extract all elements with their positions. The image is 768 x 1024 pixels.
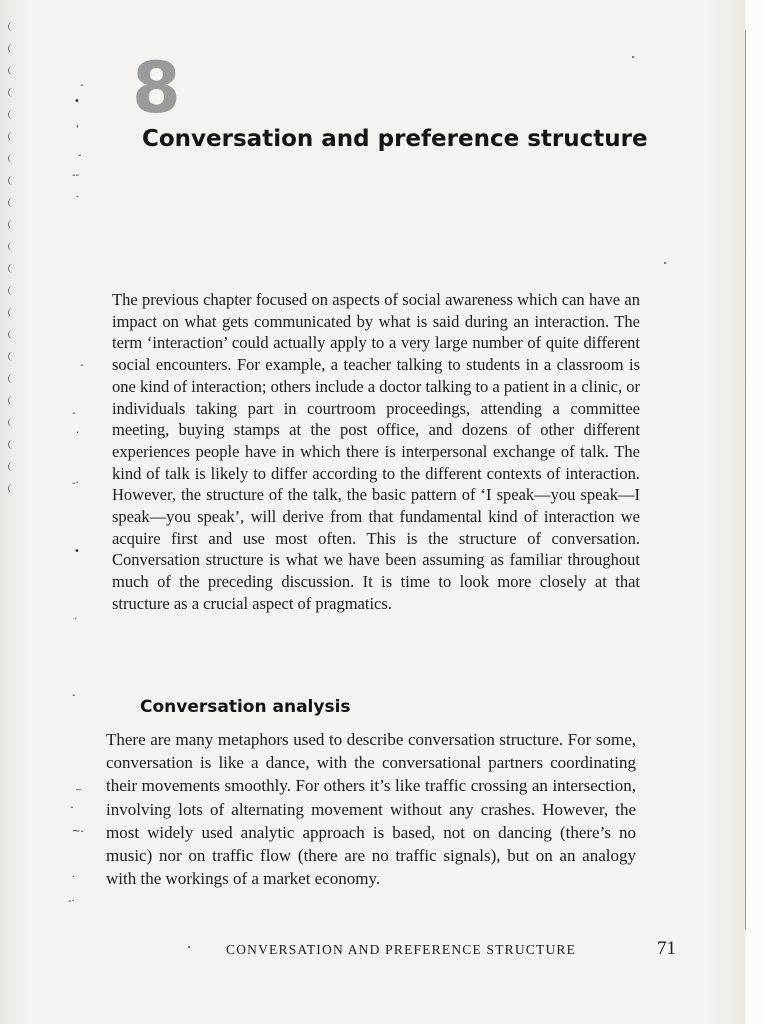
right-page-edge (745, 30, 746, 930)
binding-edge-marks (2, 20, 16, 520)
scan-speck (632, 56, 634, 58)
section-heading: Conversation analysis (140, 697, 351, 717)
section-paragraph: There are many metaphors used to describe conversation structure. For some, conversation is like a dance, with the conversational partners coordinating their movements smoothly. For others it’s like traffic crossing an intersection, involving lots of alternating movement without any crashes. However, the most widely used analytic approach is based, not on dancing (there’s no music) nor on traffic flow (there are no traffic signals), but on an analogy with the workings of a market economy. (106, 730, 636, 889)
chapter-title: Conversation and preference structure (142, 126, 648, 152)
chapter-number: 8 (132, 47, 181, 129)
scan-speck (664, 262, 666, 264)
book-page: ‑ • ' ‐ ‑‑ · ‐ ‐ · ‑· • · ‐ _ ‐ ~‐ · ‑· 8 Conversation and preference structure The previous chapter focused on aspects of social awareness which can have an impact on what gets communicated by what is said during an interaction. The term ‘interaction’ could actually apply to a very large number of quite different social encounters. For example, a teacher talking to students in a classroom is one kind of interaction; others include a doctor talking to a patient in a clinic, or individuals taking part in courtroom proceedings, attending a committee meeting, buying stamps at the post office, and dozens of other different experiences people have in which there is interpersonal exchange of talk. The kind of talk is likely to differ according to the different contexts of interaction. However, the structure of the talk, the basic pattern of ‘I speak—you speak—I speak—you speak’, will derive from that fundamental kind of interaction we acquire first and use most often. This is the structure of conversation. Conversation structure is what we have been assuming as familiar throughout much of the preceding discussion. It is time to look more closely at that structure as a crucial aspect of pragmatics. Conversation analysis There are many metaphors used to describe conversation structure. For some, conversation is like a dance, with the conversational partners coordinating their movements smoothly. For others it’s like traffic crossing an intersection, involving lots of alternating movement without any crashes. However, the most widely used analytic approach is based, not on dancing (there’s no music) nor on traffic flow (there are no traffic signals), but on an analogy with the workings of a market economy. CONVERSATION AND PREFERENCE STRUCTURE 71 (0, 0, 768, 1024)
scan-speck (188, 946, 190, 948)
intro-paragraph: The previous chapter focused on aspects of social awareness which can have an impact on what gets communicated by what is said during an interaction. The term ‘interaction’ could actually apply to a very large number of quite different social encounters. For example, a teacher talking to students in a classroom is one kind of interaction; others include a doctor talking to a patient in a clinic, or individuals taking part in courtroom proceedings, attending a committee meeting, buying stamps at the post office, and dozens of other different experiences people have in which there is interpersonal exchange of talk. The kind of talk is likely to differ according to the different contexts of interaction. However, the structure of the talk, the basic pattern of ‘I speak—you speak—I speak—you speak’, will derive from that fundamental kind of interaction we acquire first and use most often. This is the structure of conversation. Conversation structure is what we have been assuming as familiar throughout much of the preceding discussion. It is time to look more closely at that structure as a crucial aspect of pragmatics. (112, 290, 640, 613)
page-number: 71 (657, 938, 676, 959)
running-footer: CONVERSATION AND PREFERENCE STRUCTURE (226, 942, 577, 957)
